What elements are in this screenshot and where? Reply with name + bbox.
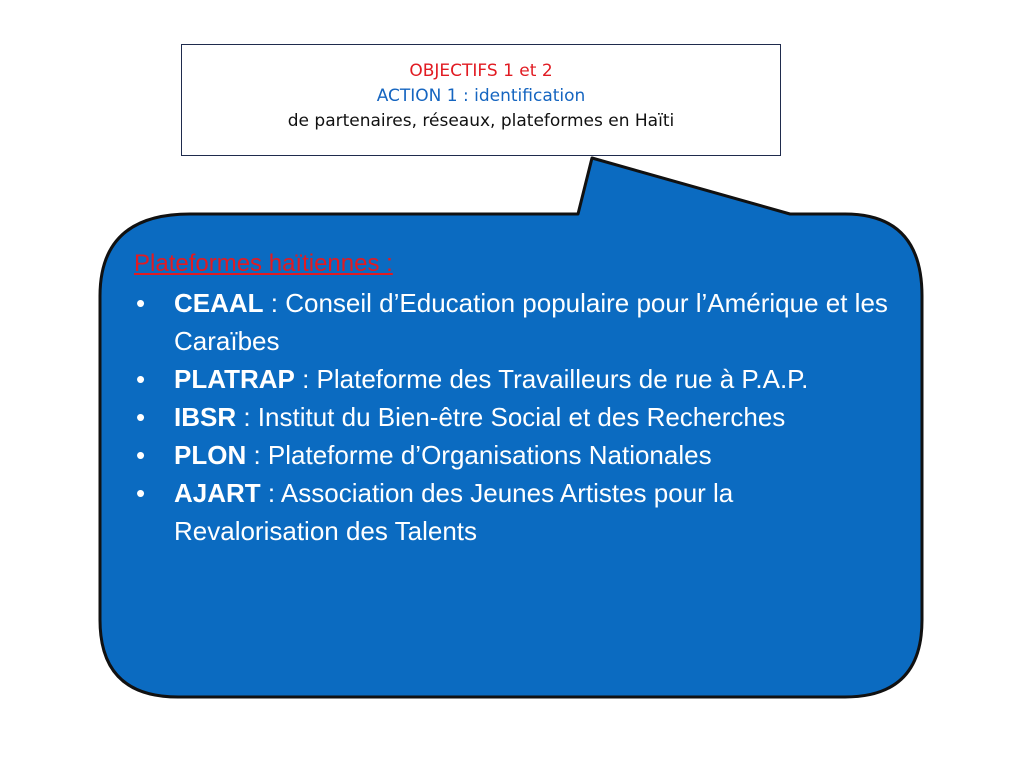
bullet-icon: • <box>136 478 146 508</box>
platform-description: : Institut du Bien-être Social et des Recherches <box>236 402 786 432</box>
objectives-title: OBJECTIFS 1 et 2 <box>409 61 553 81</box>
platforms-list <box>134 284 894 550</box>
list-item <box>134 436 894 474</box>
action-title: ACTION 1 : identification <box>376 86 586 106</box>
platform-description: : Association des Jeunes Artistes pour la Revalorisation des Talents <box>174 478 734 546</box>
list-item <box>134 360 894 398</box>
bullet-icon: • <box>136 440 146 470</box>
action-subtitle: de partenaires, réseaux, plateformes en Haïti <box>287 111 675 131</box>
platform-acronym: CEAAL <box>174 288 264 318</box>
platforms-heading-text: Plateformes haïtiennes <box>134 250 380 277</box>
bullet-icon: • <box>136 364 146 394</box>
list-item <box>134 474 894 550</box>
platform-acronym: PLATRAP <box>174 364 295 394</box>
title-box <box>181 44 781 156</box>
platform-description: : Plateforme d’Organisations Nationales <box>246 440 712 470</box>
list-item <box>134 398 894 436</box>
platforms-heading-colon: : <box>379 250 393 277</box>
platforms-heading <box>134 246 894 282</box>
platform-acronym: IBSR <box>174 402 237 432</box>
platform-description: : Plateforme des Travailleurs de rue à P.A.P. <box>294 364 809 394</box>
platform-acronym: AJART <box>174 478 261 508</box>
list-item <box>134 284 894 360</box>
callout-content <box>134 246 894 550</box>
bullet-icon: • <box>136 288 146 318</box>
platform-acronym: PLON <box>174 440 247 470</box>
platform-description: : Conseil d’Education populaire pour l’Amérique et les Caraïbes <box>174 288 888 356</box>
bullet-icon: • <box>136 402 146 432</box>
